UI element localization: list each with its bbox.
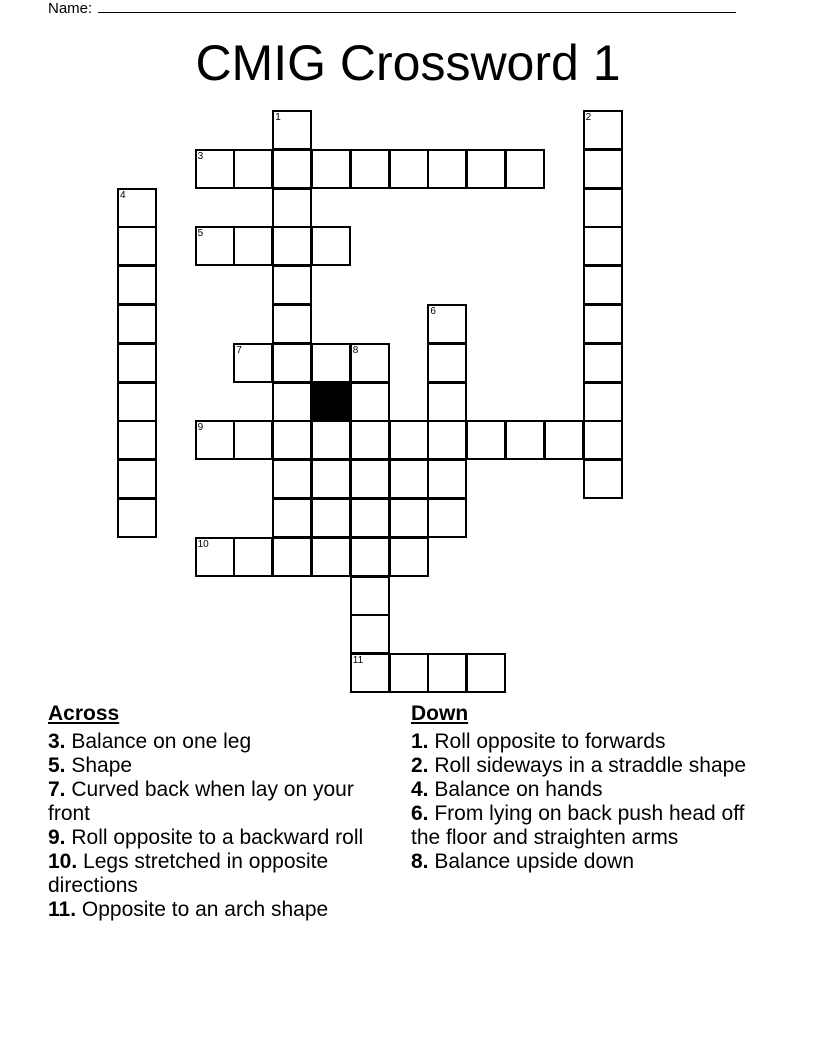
crossword-cell[interactable] (466, 653, 506, 693)
clue-number: 3 (197, 150, 204, 162)
down-clue (411, 778, 771, 802)
crossword-cell[interactable] (350, 614, 390, 654)
crossword-cell[interactable] (272, 382, 312, 422)
clue-text: Balance on hands (428, 778, 603, 801)
crossword-cell[interactable] (195, 420, 235, 460)
crossword-cell[interactable] (272, 537, 312, 577)
clue-text: Shape (65, 754, 133, 777)
name-label: Name: (48, 0, 93, 17)
crossword-cell[interactable] (272, 343, 312, 383)
crossword-cell[interactable] (195, 149, 235, 189)
clue-num: 6. (411, 802, 429, 825)
crossword-cell[interactable] (583, 343, 623, 383)
crossword-cell[interactable] (389, 149, 429, 189)
across-clue-list (48, 730, 388, 922)
crossword-cell[interactable] (583, 304, 623, 344)
across-clue (48, 778, 388, 826)
clue-number: 11 (352, 655, 364, 667)
crossword-cell[interactable] (272, 420, 312, 460)
crossword-cell[interactable] (583, 265, 623, 305)
clue-text: Roll sideways in a straddle shape (428, 754, 747, 777)
crossword-cell[interactable] (272, 459, 312, 499)
across-heading: Across (48, 702, 120, 725)
clue-number: 4 (120, 189, 126, 201)
clue-num: 5. (48, 754, 66, 777)
crossword-cell[interactable] (311, 149, 351, 189)
across-clue (48, 826, 388, 850)
crossword-cell[interactable] (117, 304, 157, 344)
crossword-cell[interactable] (117, 226, 157, 266)
crossword-cell[interactable] (505, 420, 545, 460)
down-clue (411, 730, 771, 754)
crossword-cell[interactable] (583, 149, 623, 189)
down-clue-list (411, 730, 771, 874)
clue-number: 5 (197, 228, 204, 240)
across-clue (48, 898, 388, 922)
clue-text: Balance on one leg (65, 730, 252, 753)
crossword-cell[interactable] (427, 459, 467, 499)
crossword-cell[interactable] (350, 420, 390, 460)
crossword-cell[interactable] (350, 576, 390, 616)
crossword-cell[interactable] (117, 188, 157, 228)
clue-num: 9. (48, 826, 66, 849)
crossword-cell[interactable] (233, 149, 273, 189)
crossword-cell[interactable] (272, 265, 312, 305)
crossword-cell[interactable] (233, 226, 273, 266)
crossword-cell[interactable] (311, 420, 351, 460)
clue-num: 3. (48, 730, 66, 753)
crossword-cell[interactable] (427, 304, 467, 344)
crossword-cell[interactable] (117, 265, 157, 305)
crossword-cell[interactable] (195, 226, 235, 266)
across-clue (48, 850, 388, 898)
down-heading: Down (411, 702, 469, 725)
crossword-cell[interactable] (272, 304, 312, 344)
crossword-cell[interactable] (466, 420, 506, 460)
crossword-cell[interactable] (233, 343, 273, 383)
clue-text: Curved back when lay on your front (48, 778, 354, 825)
crossword-cell[interactable] (427, 343, 467, 383)
crossword-cell[interactable] (427, 498, 467, 538)
clue-num: 1. (411, 730, 429, 753)
crossword-cell[interactable] (233, 420, 273, 460)
clue-num: 7. (48, 778, 66, 801)
clue-number: 9 (197, 422, 204, 434)
crossword-cell[interactable] (583, 188, 623, 228)
crossword-cell[interactable] (311, 459, 351, 499)
crossword-cell[interactable] (311, 343, 351, 383)
crossword-cell[interactable] (311, 537, 351, 577)
crossword-cell[interactable] (427, 420, 467, 460)
black-square (311, 382, 351, 422)
crossword-cell[interactable] (350, 537, 390, 577)
clue-text: Roll opposite to a backward roll (65, 826, 364, 849)
crossword-cell[interactable] (272, 498, 312, 538)
crossword-cell[interactable] (311, 498, 351, 538)
crossword-cell[interactable] (389, 459, 429, 499)
clue-number: 2 (585, 112, 592, 123)
crossword-cell[interactable] (311, 226, 351, 266)
crossword-cell[interactable] (427, 149, 467, 189)
crossword-cell[interactable] (427, 382, 467, 422)
crossword-cell[interactable] (505, 149, 545, 189)
clue-text: Balance upside down (428, 850, 634, 873)
clue-text: From lying on back push head off the floor and straighten arms (411, 802, 745, 849)
page-title: CMIG Crossword 1 (195, 35, 621, 91)
across-clues (48, 700, 388, 922)
clue-number: 1 (275, 112, 281, 123)
crossword-cell[interactable] (350, 459, 390, 499)
crossword-cell[interactable] (350, 149, 390, 189)
crossword-cell[interactable] (389, 420, 429, 460)
across-clue (48, 754, 388, 778)
crossword-cell[interactable] (389, 653, 429, 693)
crossword-cell[interactable] (195, 537, 235, 577)
crossword-cell[interactable] (544, 420, 584, 460)
crossword-cell[interactable] (466, 149, 506, 189)
crossword-cell[interactable] (427, 653, 467, 693)
clue-text: Opposite to an arch shape (76, 898, 329, 921)
crossword-cell[interactable] (272, 110, 312, 150)
crossword-cell[interactable] (583, 110, 623, 150)
clue-num: 8. (411, 850, 429, 873)
clue-number: 6 (430, 306, 436, 317)
crossword-cell[interactable] (117, 498, 157, 538)
clue-number: 8 (352, 344, 359, 356)
crossword-cell[interactable] (350, 343, 390, 383)
crossword-cell[interactable] (117, 382, 157, 422)
down-clues (411, 700, 771, 874)
clue-text: Roll opposite to forwards (428, 730, 666, 753)
clue-num: 2. (411, 754, 429, 777)
crossword-cell[interactable] (233, 537, 273, 577)
crossword-cell[interactable] (117, 459, 157, 499)
crossword-cell[interactable] (389, 537, 429, 577)
down-clue (411, 754, 771, 778)
clue-num: 4. (411, 778, 429, 801)
crossword-cell[interactable] (272, 149, 312, 189)
crossword-cell[interactable] (350, 653, 390, 693)
crossword-cell[interactable] (583, 420, 623, 460)
crossword-cell[interactable] (583, 382, 623, 422)
crossword-cell[interactable] (272, 226, 312, 266)
across-clue (48, 730, 388, 754)
crossword-cell[interactable] (583, 226, 623, 266)
down-clue (411, 850, 771, 874)
crossword-cell[interactable] (117, 343, 157, 383)
clue-num: 11. (48, 898, 77, 921)
down-clue (411, 802, 771, 850)
crossword-cell[interactable] (389, 498, 429, 538)
crossword-cell[interactable] (350, 498, 390, 538)
crossword-cell[interactable] (117, 420, 157, 460)
clue-number: 7 (236, 344, 242, 356)
crossword-cell[interactable] (272, 188, 312, 228)
crossword-cell[interactable] (350, 382, 390, 422)
clue-text: Legs stretched in opposite directions (48, 850, 329, 897)
crossword-cell[interactable] (583, 459, 623, 499)
clue-number: 10 (197, 538, 209, 550)
clue-num: 10. (48, 850, 78, 873)
